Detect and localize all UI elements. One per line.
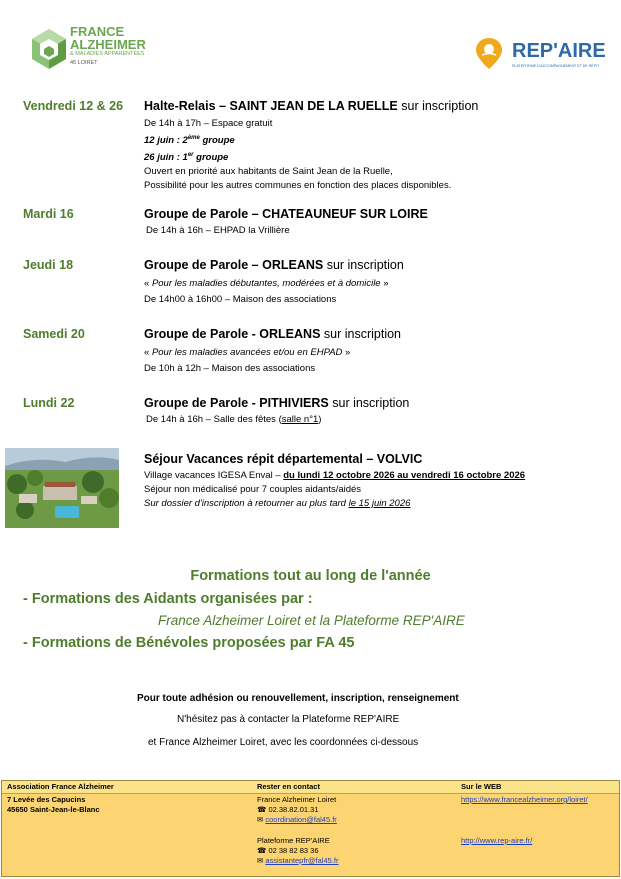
event-title [144, 396, 409, 410]
event-date: Vendredi 12 & 26 [23, 99, 124, 113]
event-audience: « Pour les maladies débutantes, modérées et à domicile » [144, 278, 389, 289]
footer-mail1 [257, 815, 337, 825]
event-title [144, 258, 404, 272]
footer-phone2: ☎ 02 38 82 83 36 [257, 846, 319, 855]
web-link-repaire[interactable]: http://www.rep-aire.fr/ [461, 836, 533, 845]
event-details [144, 346, 350, 376]
event-title [144, 99, 478, 113]
event-date: Jeudi 18 [23, 258, 74, 272]
email-link-assistante[interactable]: assistantepfr@fal45.fr [265, 856, 339, 865]
event-details [146, 413, 321, 427]
formations-heading: Formations tout au long de l'année [190, 568, 431, 584]
event-title-main: Groupe de Parole - PITHIVIERS [144, 396, 329, 410]
event-note-2: Possibilité pour les autres communes en fonction des places disponibles. [144, 180, 452, 192]
event-group-2: 26 juin : 1er groupe [144, 152, 229, 164]
sejour-title: Séjour Vacances répit départemental – VOLVIC [144, 452, 423, 466]
footer-col3-heading: Sur le WEB [461, 782, 502, 791]
volvic-photo [5, 448, 119, 528]
contact-line-3: et France Alzheimer Loiret, avec les coordonnées ci-dessous [148, 737, 419, 748]
event-title [144, 207, 428, 221]
formations-benevoles: - Formations de Bénévoles proposées par FA 45 [23, 635, 355, 651]
footer-address-line2: 45650 Saint-Jean-le-Blanc [7, 805, 100, 814]
fa-logo-line2: ALZHEIMER [70, 37, 146, 52]
france-alzheimer-logo [28, 24, 168, 74]
repaire-logo [474, 36, 604, 76]
event-hours: De 14h à 17h – Espace gratuit [144, 118, 273, 129]
footer-mail2 [257, 856, 338, 866]
event-audience: « Pour les maladies avancées et/ou en EHPAD » [144, 347, 351, 358]
footer-col2-heading: Rester en contact [257, 782, 320, 791]
sejour-dates: Village vacances IGESA Enval – du lundi 12 octobre 2026 au vendredi 16 octobre 2026 [144, 470, 526, 481]
email-link-coordination[interactable]: coordination@fal45.fr [265, 815, 337, 824]
mail-icon: ✉ [257, 815, 264, 824]
repaire-tagline: PLATEFORME D'ACCOMPAGNEMENT ET DE RÉPIT [512, 64, 600, 68]
footer-address-line1: 7 Levée des Capucins [7, 795, 86, 804]
event-date: Mardi 16 [23, 207, 74, 221]
fa-logo-line1: FRANCE [70, 24, 125, 39]
repaire-name: REP'AIRE [512, 40, 606, 62]
event-date: Samedi 20 [23, 327, 85, 341]
event-details [144, 117, 451, 193]
phone-icon: ☎ [257, 805, 267, 814]
event-details [144, 277, 389, 307]
event-title-suffix: sur inscription [323, 258, 404, 272]
event-details [146, 224, 290, 238]
sun-pin-icon [474, 36, 504, 70]
formations-aidants: - Formations des Aidants organisées par : [23, 591, 313, 607]
event-title-suffix: sur inscription [397, 99, 479, 113]
mail-icon: ✉ [257, 856, 264, 865]
fa-logo-line3: & MALADIES APPARENTÉES [70, 51, 145, 57]
event-title-suffix: sur inscription [328, 396, 410, 410]
contact-line-2: N'hésitez pas à contacter la Plateforme REP'AIRE [177, 714, 400, 725]
sejour-details [144, 469, 525, 511]
formations-organisers: France Alzheimer Loiret et la Plateforme REP'AIRE [158, 613, 465, 628]
fa-logo-line4: 45 LOIRET [70, 60, 98, 66]
web-link-francealzheimer[interactable]: https://www.francealzheimer.org/loiret/ [461, 795, 588, 804]
phone-icon: ☎ [257, 846, 267, 855]
event-date: Lundi 22 [23, 396, 75, 410]
event-group-1: 12 juin : 2ème groupe [144, 135, 235, 147]
event-hours: De 14h à 16h – EHPAD la Vrillière [146, 225, 290, 236]
contact-intro: Pour toute adhésion ou renouvellement, inscription, renseignement [137, 693, 459, 704]
footer-col1-heading: Association France Alzheimer [7, 782, 114, 791]
event-title-main: Groupe de Parole – ORLEANS [144, 258, 324, 272]
event-title-suffix: sur inscription [320, 327, 402, 341]
footer-org1: France Alzheimer Loiret [257, 795, 337, 804]
sejour-deadline: Sur dossier d'inscription à retourner au plus tard le 15 juin 2026 [144, 498, 411, 509]
event-hours: De 14h à 16h – Salle des fêtes (salle n°1) [146, 414, 322, 425]
footer [1, 780, 620, 877]
event-hours: De 14h00 à 16h00 – Maison des associations [144, 294, 337, 305]
event-title-main: Groupe de Parole - ORLEANS [144, 327, 321, 341]
event-title [144, 327, 401, 341]
footer-org2: Plateforme REP'AIRE [257, 836, 330, 845]
event-title-main: Groupe de Parole – CHATEAUNEUF SUR LOIRE [144, 207, 428, 221]
hexagon-logo-icon [30, 28, 68, 70]
event-title-main: Halte-Relais – SAINT JEAN DE LA RUELLE [144, 99, 398, 113]
event-note-1: Ouvert en priorité aux habitants de Saint Jean de la Ruelle, [144, 166, 393, 178]
event-hours: De 10h à 12h – Maison des associations [144, 363, 316, 374]
footer-phone1: ☎ 02.38.82.01.31 [257, 805, 319, 814]
sejour-description: Séjour non médicalisé pour 7 couples aidants/aidés [144, 484, 362, 495]
